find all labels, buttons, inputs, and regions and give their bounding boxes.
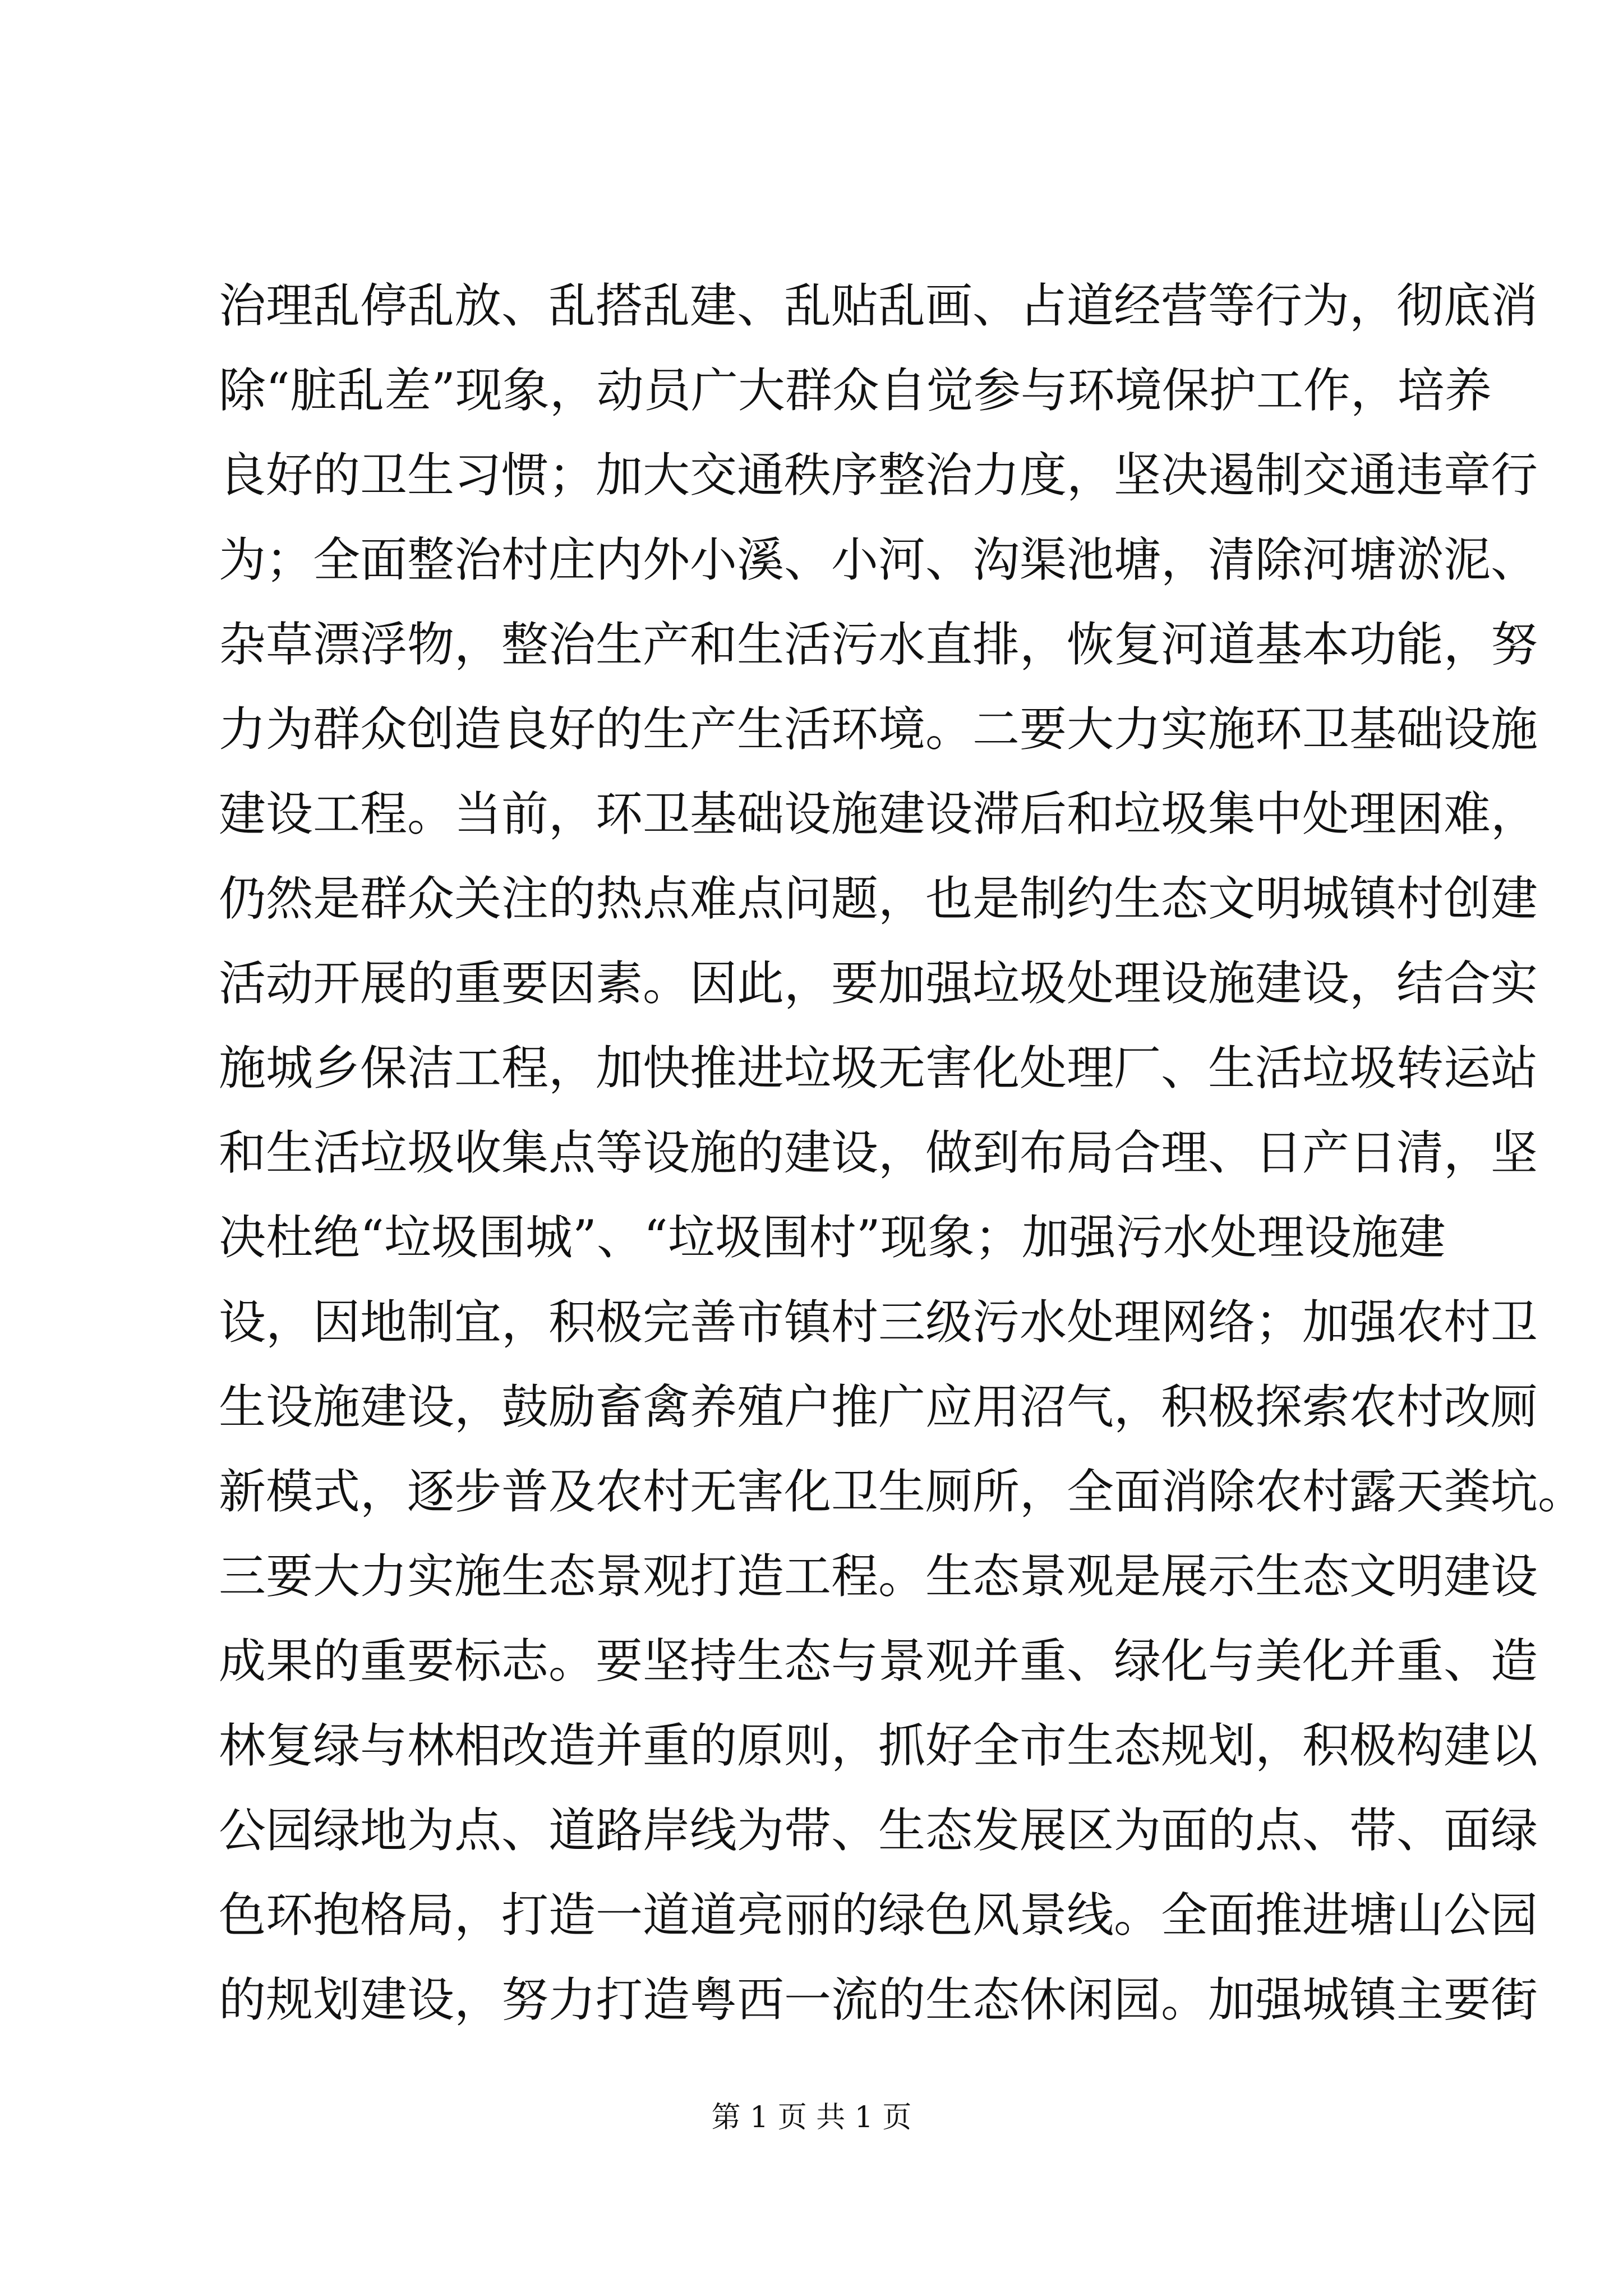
text-line: 设，因地制宜，积极完善市镇村三级污水处理网络；加强农村卫 [219, 1295, 1538, 1350]
text-line: 生设施建设，鼓励畜禽养殖户推广应用沼气，积极探索农村改厕 [219, 1379, 1538, 1434]
body-text [219, 264, 1585, 2042]
text-line: 仍然是群众关注的热点难点问题，也是制约生态文明城镇村创建 [219, 871, 1538, 926]
text-line: 成果的重要标志。要坚持生态与景观并重、绿化与美化并重、造 [219, 1634, 1538, 1688]
text-line: 色环抱格局，打造一道道亮丽的绿色风景线。全面推进塘山公园 [219, 1888, 1538, 1943]
text-line: 活动开展的重要因素。因此，要加强垃圾处理设施建设，结合实 [219, 956, 1538, 1011]
text-line: 新模式，逐步普及农村无害化卫生厕所，全面消除农村露天粪坑。 [219, 1464, 1585, 1519]
text-line: 的规划建设，努力打造粤西一流的生态休闲园。加强城镇主要街 [219, 1972, 1538, 2027]
text-line: 良好的卫生习惯；加大交通秩序整治力度，坚决遏制交通违章行 [219, 448, 1538, 503]
text-line: 决杜绝“垃圾围城”、“垃圾围村”现象；加强污水处理设施建 [219, 1210, 1446, 1265]
text-line: 三要大力实施生态景观打造工程。生态景观是展示生态文明建设 [219, 1549, 1538, 1604]
text-line: 公园绿地为点、道路岸线为带、生态发展区为面的点、带、面绿 [219, 1803, 1538, 1858]
page-number-label: 第 1 页 共 1 页 [711, 2101, 912, 2134]
page-footer [0, 2098, 1623, 2137]
text-line: 林复绿与林相改造并重的原则，抓好全市生态规划，积极构建以 [219, 1718, 1538, 1773]
text-line: 力为群众创造良好的生产生活环境。二要大力实施环卫基础设施 [219, 702, 1538, 757]
text-line: 杂草漂浮物，整治生产和生活污水直排，恢复河道基本功能，努 [219, 617, 1538, 672]
text-line: 建设工程。当前，环卫基础设施建设滞后和垃圾集中处理困难， [219, 786, 1538, 841]
text-line: 施城乡保洁工程，加快推进垃圾无害化处理厂、生活垃圾转运站 [219, 1041, 1538, 1096]
text-line: 和生活垃圾收集点等设施的建设，做到布局合理、日产日清，坚 [219, 1125, 1538, 1180]
text-line: 治理乱停乱放、乱搭乱建、乱贴乱画、占道经营等行为，彻底消 [219, 278, 1538, 333]
text-line: 除“脏乱差”现象，动员广大群众自觉参与环境保护工作，培养 [219, 363, 1492, 418]
text-line: 为；全面整治村庄内外小溪、小河、沟渠池塘，清除河塘淤泥、 [219, 532, 1538, 587]
